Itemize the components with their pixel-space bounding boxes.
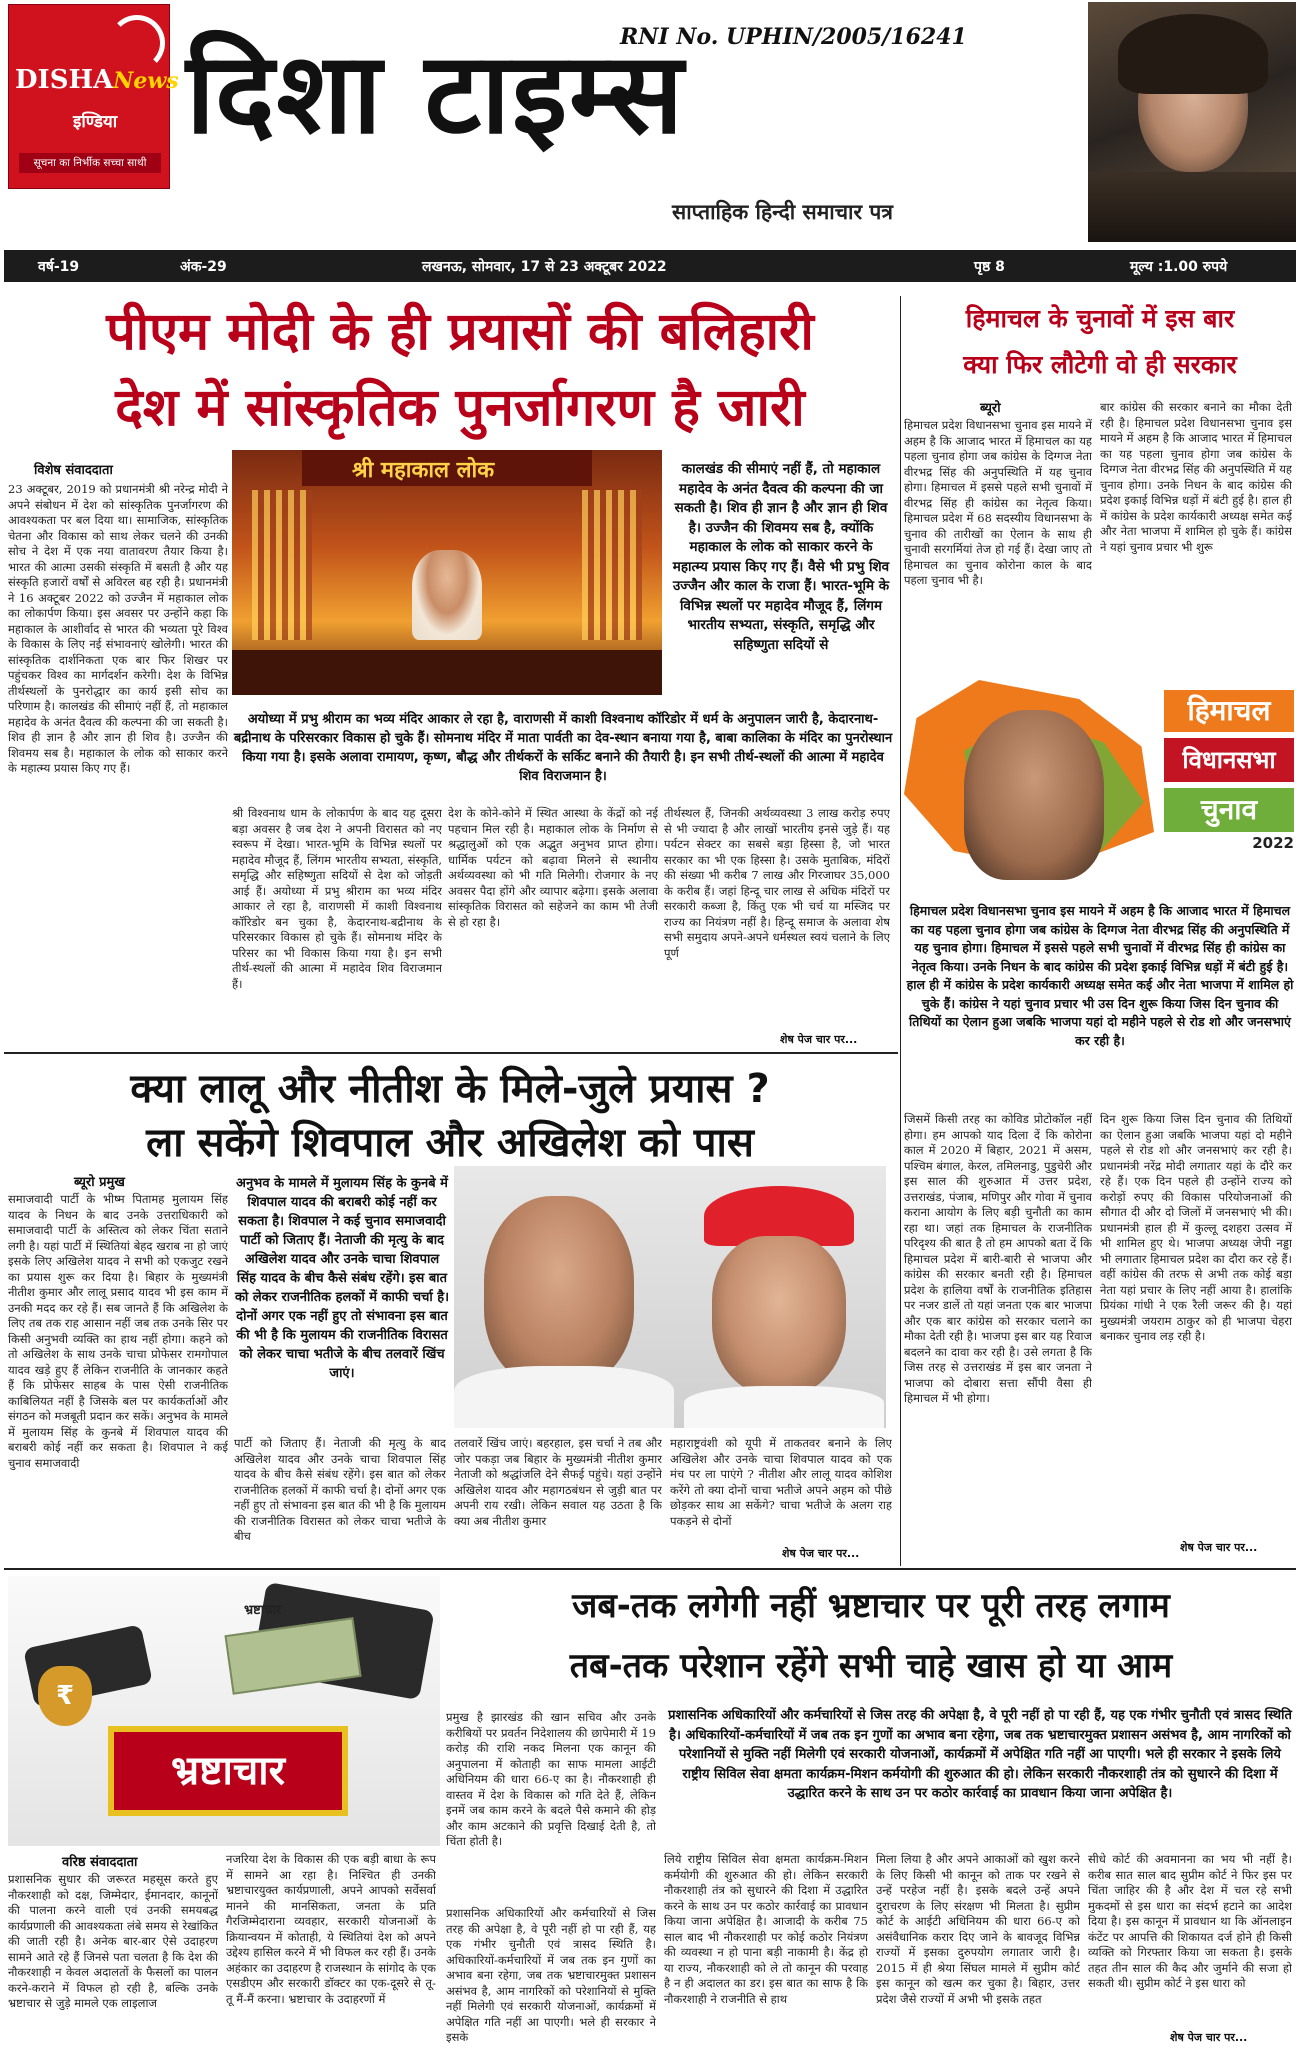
himachal-election-graphic: [904, 660, 1294, 892]
story3-pull-quote: अनुभव के मामले में मुलायम सिंह के कुनबे में शिवपाल यादव की बराबरी कोई नहीं कर सकता है। शिवपाल ने कई चुनाव समाजवादी पार्टी को जिताए हैं। नेताजी की मृत्यु के बाद अखिलेश यादव और उनके चाचा शिवपाल सिंह यादव के बीच कैसे संबंध रहेंगे। इस बात को लेकर राजनीतिक हलकों में काफी चर्चा है। दोनों अगर एक नहीं हुए तो संभावना इस बात की भी है कि मुलायम की राजनीतिक विरासत को लेकर चाचा भतीजे के बीच तलवारें खिंच जाएं।: [234, 1176, 450, 1381]
story4-column-4: प्रशासनिक अधिकारियों और कर्मचारियों से जिस तरह की अपेक्षा है, वे पूरी नहीं हो पा रही हैं, यह एक गंभीर चुनौती एवं त्रासद स्थिति है। अधिकारियों-कर्मचारियों में जब तक इन गुणों का अभाव बना रहेगा, जब तक भ्रष्टाचारमुक्त प्रशासन असंभव है, आम नागरिकों को परेशानियों से मुक्ति नहीं मिलेगी एवं सरकारी योजनाओं, कार्यक्रमों में अपेक्षित गति नहीं आ पाएगी। भले ही सरकार ने इसके: [446, 1906, 656, 2044]
story1-pull-quote: कालखंड की सीमाएं नहीं हैं, तो महाकाल महादेव के अनंत दैवत्व की कल्पना की जा सकती है। शिव ही ज्ञान है और ज्ञान ही शिव है। उज्जैन की शिवमय सब है, क्योंकि महाकाल के लोक को साकार करने के महात्म्य प्रयास किए गए हैं। वैसे भी प्रभु शिव उज्जैन और काल के राजा हैं। भारत-भूमि के विभिन्न स्थलों पर महादेव मौजूद हैं, लिंगम भारतीय सभ्यता, संस्कृति, समृद्धि और सहिष्णुता सदियों से: [672, 461, 890, 653]
story2-headline-1: हिमाचल के चुनावों में इस बार: [965, 304, 1235, 333]
story1-column-2: श्री विश्वनाथ धाम के लोकार्पण के बाद यह दूसरा बड़ा अवसर है जब देश ने अपनी विरासत को नए स्वरूप में देखा। भारत-भूमि के विभिन्न स्थलों पर महादेव मौजूद हैं, लिंगम भारतीय सभ्यता, संस्कृति, समृद्धि और सहिष्णुता सदियों से देश को जोड़ती आई हैं। अयोध्या में प्रभु श्रीराम का भव्य मंदिर आकार ले रहा है, वाराणसी में काशी विश्वनाथ कॉरिडोर बन चुका है, केदारनाथ-बद्रीनाथ के परिसरकार विकास हो चुके हैं। सोमनाथ मंदिर के परिसर का भी विकास किया गया है। इन सभी तीर्थ-स्थलों की आत्मा में महादेव शिव विराजमान हैं।: [232, 806, 442, 991]
story2-column-2: बार कांग्रेस की सरकार बनाने का मौका देती रही है। हिमाचल प्रदेश विधानसभा चुनाव इस मायने में अहम है कि आजाद भारत में हिमाचल का यह पहला चुनाव होगा जब कांग्रेस के दिग्गज नेता वीरभद्र सिंह की अनुपस्थिति में यह चुनाव होगा। उनके निधन के बाद कांग्रेस की प्रदेश इकाई विभिन्न धड़ों में बंटी हुई है। हाल ही में कांग्रेस के प्रदेश कार्यकारी अध्यक्ष समेत कई और नेता भाजपा में शामिल हो चुके हैं। कांग्रेस ने यहां चुनाव प्रचार भी शुरू: [1100, 400, 1292, 554]
newspaper-subtitle: साप्ताहिक हिन्दी समाचार पत्र: [672, 200, 893, 224]
story3-headline-1: क्या लालू और नीतीश के मिले-जुले प्रयास ?: [130, 1066, 770, 1112]
story1-photo-label: श्री महाकाल लोक: [352, 458, 495, 483]
story2-column-1: हिमाचल प्रदेश विधानसभा चुनाव इस मायने में अहम है कि आजाद भारत में हिमाचल का यह पहला चुनाव होगा जब कांग्रेस के दिग्गज नेता वीरभद्र सिंह की अनुपस्थिति में यह चुनाव होगा। हिमाचल में इससे पहले सभी चुनावों में वीरभद्र सिंह ही कांग्रेस का नेतृत्व किया। हिमाचल प्रदेश में 68 सदस्यीय विधानसभा के चुनाव की तारीखों का ऐलान के साथ ही चुनावी सरगर्मियां तेज हो गई हैं। देखा जाए तो हिमाचल का चुनाव कोरोना काल के बाद पहला चुनाव भी है।: [904, 418, 1092, 587]
logo-box: [8, 4, 179, 189]
story3-headline-2: ला सकेंगे शिवपाल और अखिलेश को पास: [146, 1120, 754, 1166]
story4-column-6: मिला लिया है और अपने आकाओं को खुश करने के लिए किसी भी कानून को ताक पर रखने से उन्हें परहेज नहीं है। इसके बदले उन्हें अपने दुराचरण के लिए संरक्षण भी मिलता है। सुप्रीम कोर्ट के आईटी अधिनियम की धारा 66-ए को असंवैधानिक करार दिए जाने के बावजूद विभिन्न राज्यों में इसका दुरुपयोग लगातार जारी है। 2015 में ही श्रेया सिंघल मामले में सुप्रीम कोर्ट इस कानून को खत्म कर चुका है। बिहार, उत्तर प्रदेश जैसे राज्यों में अभी भी इसके तहत: [876, 1852, 1080, 2006]
story4-column-5: लिये राष्ट्रीय सिविल सेवा क्षमता कार्यक्रम-मिशन कर्मयोगी की शुरुआत की हो। लेकिन सरकारी नौकरशाही तंत्र को सुधारने की दिशा में उद्धारित करने के साथ उन पर कठोर कार्रवाई का प्रावधान किया जाना अपेक्षित है। आजादी के करीब 75 साल बाद भी नौकरशाही पर कोई कठोर नियंत्रण की व्यवस्था न हो पाना बड़ी नाकामी है। केंद्र हो या राज्य, नौकरशाही को ले तो कानून की परवाह है न ही अदालत का डर। इस बात का साफ है कि नौकरशाही ने राजनीति से हाथ: [664, 1852, 868, 2006]
newspaper-title: दिशा टाइम्स: [186, 29, 686, 159]
story1-column-1: 23 अक्टूबर, 2019 को प्रधानमंत्री श्री नरेन्द्र मोदी ने अपने संबोधन में देश को सांस्कृतिक पुनर्जागरण की आवश्यकता पर बल दिया था। सामाजिक, सांस्कृतिक चेतना और विकास को साथ लेकर चलने की उनकी सोच ने देश में एक नया वातावरण तैयार किया है। भारत की आत्मा उसकी संस्कृति में बसती है और यह संस्कृति हजारों वर्षों से अविरल बह रही है। प्रधानमंत्री ने 16 अक्टूबर 2022 को उज्जैन में महाकाल लोक का लोकार्पण किया। इस अवसर पर उन्होंने कहा कि महाकाल के आशीर्वाद से भारत की भव्यता पूरे विश्व के विकास के लिए नई संभावनाएं खोलेगी। भारत की सांस्कृतिक दार्शनिकता एक बार फिर शिखर पर पहुंचकर विश्व का मार्गदर्शन करेगी। देश के विभिन्न तीर्थस्थलों के पुनरोद्धार का कार्य इसी सोच का परिणाम है। कालखंड की सीमाएं नहीं हैं, तो महाकाल महादेव के अनंत दैवत्व की कल्पना की जा सकती है। शिव ही ज्ञान है और ज्ञान ही शिव है। उज्जैन की शिवमय सब है। महाकाल के लोक को साकार करने के महात्म्य प्रयास किए गए हैं।: [8, 482, 228, 775]
story3-column-1: समाजवादी पार्टी के भीष्म पितामह मुलायम सिंह यादव के निधन के बाद उनके उत्तराधिकारी को समाजवादी पार्टी के अस्तित्व को लेकर चिंता सताने लगी है। यहां पार्टी में स्थितियां बेहद खराब ना हो जाएं इसके लिए अखिलेश यादव ने सभी को एकजुट रखने का प्रयास शुरू कर दिया है। बिहार के मुख्यमंत्री नीतीश कुमार और लालू प्रसाद यादव भी इस काम में उनकी मदद कर रहे हैं। सब जानते हैं कि अखिलेश के लिए तब तक राह आसान नहीं जब तक उनके सिर पर किसी अनुभवी व्यक्ति का हाथ नहीं होगा। कहने को तो अखिलेश के साथ उनके चाचा प्रोफेसर रामगोपाल यादव खड़े हुए हैं लेकिन राजनीति के जानकार कहते हैं कि प्रोफेसर साहब के पास ऐसी राजनीतिक काबिलियत नहीं है जिसके बल पर कार्यकर्ताओं और संगठन को मजबूती प्रदान कर सकें। अनुभव के मामले में मुलायम सिंह के कुनबे में शिवपाल यादव की बराबरी कोई नहीं कर सकता है। शिवपाल ने कई चुनाव समाजवादी: [8, 1192, 228, 1470]
place-date: लखनऊ, सोमवार, 17 से 23 अक्टूबर 2022: [422, 259, 667, 275]
story2-summary: हिमाचल प्रदेश विधानसभा चुनाव इस मायने में अहम है कि आजाद भारत में हिमाचल का यह पहला चुनाव होगा जब कांग्रेस के दिग्गज नेता वीरभद्र सिंह की अनुपस्थिति में यह चुनाव होगा। हिमाचल में इससे पहले सभी चुनावों में वीरभद्र सिंह ही कांग्रेस का नेतृत्व किया। उनके निधन के बाद कांग्रेस की प्रदेश इकाई विभिन्न धड़ों में बंटी हुई है। हाल ही में कांग्रेस के प्रदेश कार्यकारी अध्यक्ष समेत कई और नेता भाजपा में शामिल हो चुके हैं। कांग्रेस ने यहां चुनाव प्रचार भी उस दिन शुरू किया जिस दिन चुनाव की तिथियों का ऐलान हुआ जबकि भाजपा यहां दो महीने पहले से रोड शो और जनसभाएं कर रही है।: [906, 903, 1294, 1048]
issue: अंक-29: [180, 259, 227, 275]
story1-headline-2: देश में सांस्कृतिक पुनर्जागरण है जारी: [115, 378, 805, 438]
story1-wide-caption: अयोध्या में प्रभु श्रीराम का भव्य मंदिर आकार ले रहा है, वाराणसी में काशी विश्वनाथ कॉरिडोर में धर्म के अनुपालन जारी है, केदारनाथ-बद्रीनाथ के परिसरकार विकास हो चुके हैं। सोमनाथ मंदिर में माता पार्वती का देव-स्थान बनाया गया है, बाबा कालिका के मंदिर का पुनरोस्थान किया गया है। इसके अलावा रामायण, कृष्ण, बौद्ध और तीर्थकरों के सर्किट बनाने की तैयारी है। इन सभी तीर्थ-स्थलों की आत्मा में महादेव शिव विराजमान है।: [233, 712, 893, 784]
story4-column-7: सीधे कोर्ट की अवमानना का भय भी नहीं है। करीब सात साल बाद सुप्रीम कोर्ट ने फिर इस पर चिंता जाहिर की है और देश में चल रहे सभी मुकदमों से इस धारा का संदर्भ हटाने का आदेश दिया है। इस कानून में प्रावधान था कि ऑनलाइन कंटेंट पर आपत्ति की शिकायत दर्ज होने ही किसी व्यक्ति को गिरफ्तार किया जा सकता है। इसके तहत तीन साल की कैद और जुर्माने की सजा हो सकती थी। सुप्रीम कोर्ट ने इस धारा को: [1088, 1852, 1292, 1990]
page-number: पृष्ठ 8: [974, 259, 1005, 275]
corruption-image: [8, 1576, 440, 1846]
price: मूल्य :1.00 रुपये: [1130, 259, 1228, 275]
logo-brand-news: News: [113, 68, 179, 94]
story3-continued: शेष पेज चार पर...: [782, 1547, 860, 1560]
story1-headline-1: पीएम मोदी के ही प्रयासों की बलिहारी: [106, 302, 814, 362]
story2-column-4: दिन शुरू किया जिस दिन चुनाव की तिथियों का ऐलान हुआ जबकि भाजपा यहां दो महीने पहले से रोड शो और जनसभाएं कर रही है। प्रधानमंत्री नरेंद्र मोदी लगातार यहां के दौरे कर रहे हैं। एक दिन पहले ही उन्होंने राज्य को करोड़ों रुपए की विकास परियोजनाओं की सौगात दी और दो जिलों में जनसभाएं भी की। प्रधानमंत्री हाल ही में कुल्लू दशहरा उत्सव में भी शामिल हुए थे। भाजपा अध्यक्ष जेपी नड्डा भी लगातार हिमाचल प्रदेश का दौरा कर रहे हैं। वहीं कांग्रेस की तरफ से अभी तक कोई बड़ा नेता यहां प्रचार के लिए नहीं आया है। हालांकि प्रियंका गांधी ने एक रैली जरूर की है। यहां मुख्यमंत्री जयराम ठाकुर को ही भाजपा चेहरा बनाकर चुनाव लड़ रही है।: [1100, 1112, 1292, 1343]
story4-continued: शेष पेज चार पर...: [1170, 2031, 1248, 2044]
story2-column-3: जिसमें किसी तरह का कोविड प्रोटोकॉल नहीं होगा। हम आपको याद दिला दें कि कोरोना काल में 2020 में बिहार, 2021 में असम, पश्चिम बंगाल, केरल, तमिलनाडु, पुडुचेरी और इस साल की शुरुआत में उत्तर प्रदेश, उत्तराखंड, पंजाब, मणिपुर और गोवा में चुनाव कराना आयोग के लिए बड़ी चुनौती का काम रहा था। जहां तक हिमाचल के राजनीतिक परिदृश्य की बात है तो हम आपको बता दें कि हिमाचल प्रदेश में बारी-बारी से भाजपा और कांग्रेस की सरकार बनती रही है। हिमाचल प्रदेश के हालिया वर्षों के राजनीतिक इतिहास पर नजर डालें तो यहां जनता एक बार भाजपा और एक बार कांग्रेस को सरकार चलाने का मौका देती रही है। भाजपा इस बार यह रिवाज बदलने का दावा कर रही है। उसे लगता है कि जिस तरह से उत्तराखंड में इस बार जनता ने भाजपा को दोबारा सत्ता सौंपी वैसा ही हिमाचल में भी होगा।: [904, 1112, 1092, 1405]
story1-column-3: देश के कोने-कोने में स्थित आस्था के केंद्रों को नई पहचान मिल रही है। महाकाल लोक के निर्माण से श्रद्धालुओं को एक अद्भुत अनुभव प्राप्त होगा। धार्मिक पर्यटन को बढ़ावा मिलने से स्थानीय अर्थव्यवस्था को भी गति मिलेगी। रोजगार के नए अवसर पैदा होंगे और व्यापार बढ़ेगा। इसके अलावा सांस्कृतिक विरासत को सहेजने का काम भी तेजी से हो रहा है।: [448, 806, 658, 929]
story3-byline: ब्यूरो प्रमुख: [74, 1175, 125, 1190]
story1-column-4: तीर्थस्थल हैं, जिनकी अर्थव्यवस्था 3 लाख करोड़ रुपए से भी ज्यादा है और लाखों भारतीय इनसे जुड़े हैं। यह पर्यटन सेक्टर का सबसे बड़ा हिस्सा है, जो भारत सरकार का भी एक हिस्सा है। उसके मुताबिक, मंदिरों की संख्या भी करीब 7 लाख और गिरजाघर 35,000 के करीब हैं। जहां हिन्दू चार लाख से अधिक मंदिरों पर सरकारी कब्जा है, किंतु एक भी चर्च या मस्जिद पर राज्य का नियंत्रण नहीं है। हिन्दू समाज के अलावा शेष सभी समुदाय अपने-अपने धर्मस्थल स्वयं चलाने के लिए पूर्ण: [664, 806, 890, 960]
corruption-image-label: भ्रष्टाचार: [171, 1748, 285, 1794]
logo-sub: इण्डिया: [73, 112, 118, 132]
story1-byline: विशेष संवाददाता: [34, 463, 113, 478]
logo-tagline: सूचना का निर्भीक सच्चा साथी: [19, 153, 161, 173]
rupee-bag-icon: ₹: [38, 1666, 92, 1726]
graphic-title-2: विधानसभा: [1164, 738, 1294, 782]
story4-headline-1: जब-तक लगेगी नहीं भ्रष्टाचार पर पूरी तरह लगाम: [572, 1586, 1170, 1626]
dateline-bar: [4, 250, 1296, 282]
story2-headline-2: क्या फिर लौटेगी वो ही सरकार: [963, 350, 1237, 379]
story1-photo: [232, 450, 662, 695]
story2-byline: ब्यूरो: [980, 401, 1001, 416]
masthead-photo: [1088, 2, 1296, 242]
story2-continued: शेष पेज चार पर...: [1180, 1541, 1258, 1554]
graphic-year: 2022: [1252, 834, 1294, 852]
story4-column-1: प्रशासनिक सुधार की जरूरत महसूस करते हुए नौकरशाही को दक्ष, जिम्मेदार, ईमानदार, कानूनों की पालना करने वाली एवं उनकी समयबद्ध कार्यप्रणाली की आवश्यकता लंबे समय से रेखांकित की जाती रही है। अनेक बार-बार ऐसे उदाहरण सामने आते रहे हैं जिनसे पता चलता है कि देश की नौकरशाही न केवल अदालतों के फैसलों का पालन करने-कराने में विफल हो रही है, बल्कि उनके भ्रष्टाचार से जुड़े मामले एक लाइलाज: [8, 1872, 218, 2010]
volume: वर्ष-19: [38, 259, 80, 275]
story4-intro: प्रशासनिक अधिकारियों और कर्मचारियों से जिस तरह की अपेक्षा है, वे पूरी नहीं हो पा रही हैं, यह एक गंभीर चुनौती एवं त्रासद स्थिति है। अधिकारियों-कर्मचारियों में जब तक इन गुणों का अभाव बना रहेगा, जब तक भ्रष्टाचारमुक्त प्रशासन असंभव है, आम नागरिकों को परेशानियों से मुक्ति नहीं मिलेगी एवं सरकारी योजनाओं, कार्यक्रमों में अपेक्षित गति नहीं आ पाएगी। भले ही सरकार ने इसके लिये राष्ट्रीय सिविल सेवा क्षमता कार्यक्रम-मिशन कर्मयोगी की शुरुआत की हो। लेकिन सरकारी नौकरशाही तंत्र को सुधारने की दिशा में उद्धारित करने के साथ उन पर कठोर कार्रवाई का प्रावधान किया जाना अपेक्षित है।: [668, 1708, 1292, 1801]
graphic-title-1: हिमाचल: [1164, 690, 1294, 732]
story4-column-2: प्रमुख है झारखंड की खान सचिव और उनके करीबियों पर प्रवर्तन निदेशालय की छापेमारी में 19 करोड़ की राशि नकद मिलना एक कानून की अनुपालना में कोताही का साफ मामला आईटी अधिनियम की धारा 66-ए का है। नौकरशाही ही वास्तव में देश के विकास को गति देते हैं, लेकिन इनमें जब काम करने के बदले पैसे कमाने की होड़ और काम अटकाने की प्रवृत्ति दिखाई देती है, तो चिंता होती है।: [446, 1710, 656, 1848]
story3-column-2: पार्टी को जिताए हैं। नेताजी की मृत्यु के बाद अखिलेश यादव और उनके चाचा शिवपाल सिंह यादव के बीच कैसे संबंध रहेंगे। इस बात को लेकर राजनीतिक हलकों में काफी चर्चा है। दोनों अगर एक नहीं हुए तो संभावना इस बात की भी है कि मुलायम की राजनीतिक विरासत को लेकर चाचा भतीजे के बीच: [234, 1436, 446, 1543]
story3-column-3: तलवारें खिंच जाएं। बहरहाल, इस चर्चा ने तब और जोर पकड़ा जब बिहार के मुख्यमंत्री नीतीश कुमार नेताजी को श्रद्धांजलि देने सैफई पहुंचे। यहां उन्होंने अखिलेश यादव और महागठबंधन से जुड़ी बात पर अपनी राय रखी। लेकिन सवाल यह उठता है कि क्या अब नीतीश कुमार: [454, 1436, 662, 1528]
story3-photo: [454, 1166, 886, 1428]
story4-headline-2: तब-तक परेशान रहेंगे सभी चाहे खास हो या आम: [569, 1646, 1173, 1686]
graphic-title-3: चुनाव: [1164, 788, 1294, 832]
story4-byline: वरिष्ठ संवाददाता: [62, 1855, 138, 1870]
story3-column-4: महाराष्ट्रवंशी को यूपी में ताकतवर बनाने के लिए अखिलेश और उनके चाचा शिवपाल यादव को एक मंच पर ला पाएंगे ? नीतीश और लालू यादव कोशिश करेंगे तो क्या दोनों चाचा भतीजे अपने अहम को पीछे छोड़कर साथ आ सकेंगे? चाचा भतीजे के अलग राह पकड़ने से दोनों: [670, 1436, 892, 1528]
rni-number: RNI No. UPHIN/2005/16241: [620, 24, 967, 50]
story1-continued: शेष पेज चार पर...: [780, 1033, 858, 1046]
corruption-image-small-label: भ्रष्टाचार: [244, 1603, 282, 1618]
logo-brand: DISHA: [15, 65, 114, 95]
logo-swirl-icon: [109, 15, 165, 71]
story4-column-3: नजरिया देश के विकास की एक बड़ी बाधा के रूप में सामने आ रहा है। निश्चित ही उनकी भ्रष्टाचारयुक्त कार्यप्रणाली, अपने आपको सर्वेसर्वा मानने की मानसिकता, जनता के प्रति गैरजिम्मेदाराना व्यवहार, सरकारी योजनाओं के क्रियान्वयन में कोताही, ये स्थितियां देश को अपने उद्देश्य हासिल करने में भी विफल कर रही हैं। उनके अहंकार का उदाहरण है राजस्थान के सांगोद के एक एसडीएम और सरकारी डॉक्टर का एक-दूसरे से तू-तू मैं-मैं करना। भ्रष्टाचार के उदाहरणों में: [226, 1852, 436, 2006]
